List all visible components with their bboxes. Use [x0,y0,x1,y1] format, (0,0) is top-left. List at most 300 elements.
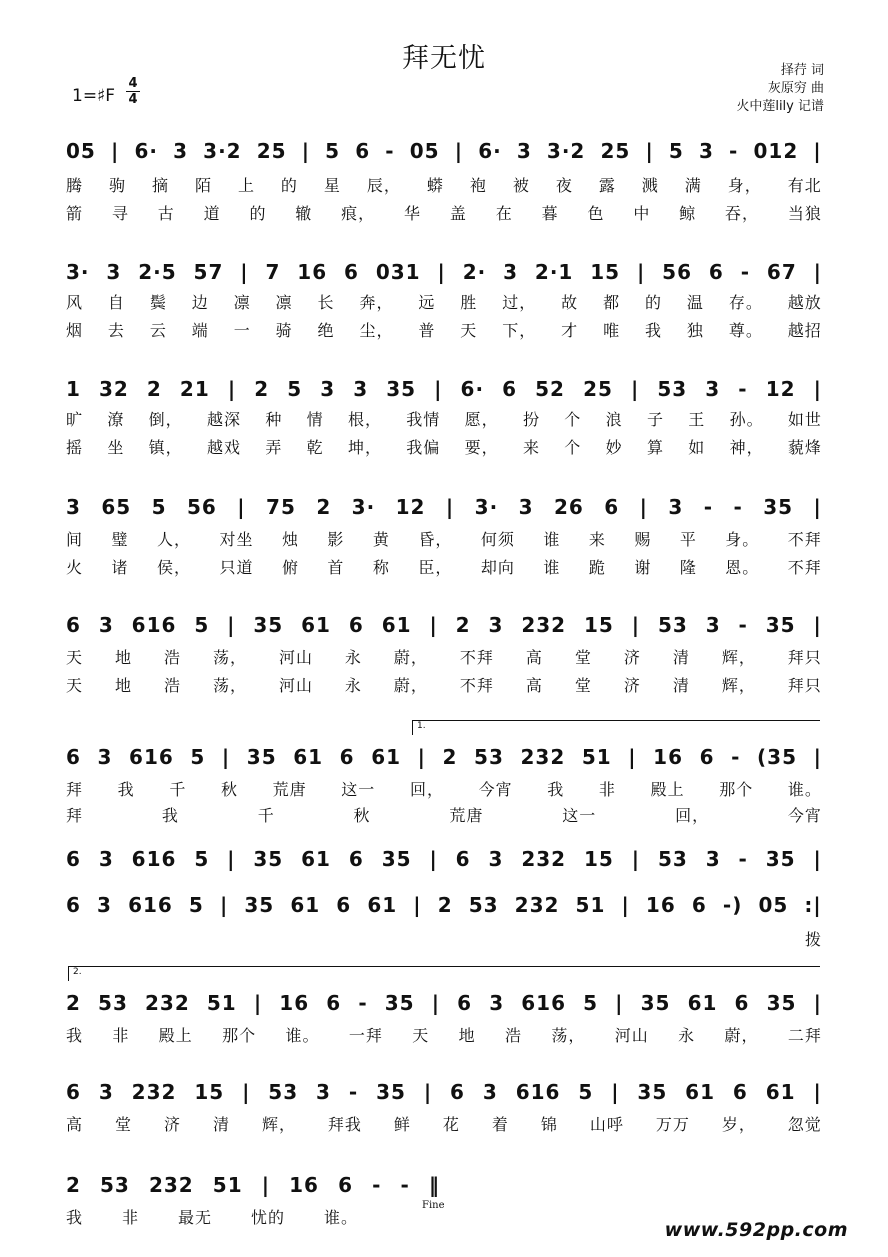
lyric-token: 火 [66,557,84,577]
lyric-token: 荒唐 [272,779,307,799]
note-token: - [358,991,368,1015]
score-system-10 [0,1075,888,1145]
note-token: 232 [521,847,567,871]
lyric-token: 凛 [275,292,293,312]
note-token: | [813,847,822,871]
lyric-token: 浩 [163,647,181,667]
score-system-7 [0,842,888,882]
lyric-token: 天 [412,1025,430,1045]
time-signature [126,76,140,107]
lyric-token: 越放 [787,292,822,312]
note-token: 6 [338,1173,353,1197]
lyric-token: 那个 [222,1025,257,1045]
lyric-token: 藐烽 [787,437,822,457]
score-system-4 [0,490,888,590]
lyric-token: 鬓 [149,292,167,312]
note-token: 16 [653,745,684,769]
lyric-token: 暮 [541,203,559,223]
lyric-token: 地 [114,647,132,667]
notation-line [66,608,822,642]
note-token: 232 [148,1173,194,1197]
note-token: 232 [145,991,190,1015]
note-token: | [413,893,422,917]
note-token: 3 [698,139,714,163]
lyric-token: 跪 [588,557,606,577]
lyric-token: 不拜 [459,675,494,695]
note-token: 616 [129,745,174,769]
lyric-token: 殿上 [158,1025,193,1045]
lyric-token: 谁。 [323,1207,358,1227]
lyric-token: 黄 [372,529,390,549]
lyric-token: 谁 [543,529,561,549]
lyric-token: 殿上 [650,779,685,799]
note-token: 6· [478,139,502,163]
lyric-line-verse-2 [66,672,822,696]
note-token: 2 [316,495,332,519]
note-token: 2· [462,260,487,284]
note-token: - [400,1173,410,1197]
note-token: 5 [151,495,167,519]
note-token: 25 [583,377,613,401]
note-token: | [219,893,229,917]
lyric-token: 潦 [107,409,125,429]
lyric-token: 王 [688,409,706,429]
note-token: 6 [339,745,355,769]
lyric-token: 星 [323,175,341,195]
lyric-token: 秋 [220,779,238,799]
note-token: - [731,745,741,769]
note-token: 2 [455,613,471,637]
note-token: 5 [578,1080,594,1104]
lyric-token: 济 [623,647,641,667]
note-token: 6 [450,1080,465,1104]
note-token: 53 [98,991,128,1015]
note-token: 3·2 [203,139,242,163]
lyric-line-verse-1 [66,1111,822,1135]
note-token: 35 [384,991,415,1015]
lyric-token: 荡， [551,1025,586,1045]
lyric-token: 不拜 [459,647,494,667]
note-token: | [110,139,120,163]
lyric-token: 堂 [114,1114,132,1134]
notation-line [66,740,822,774]
score-system-3 [0,372,888,472]
lyric-token: 济 [163,1114,181,1134]
lyric-token: 如世 [787,409,822,429]
note-token: 3 [320,377,336,401]
note-token: 6 [66,893,81,917]
lyric-line-verse-1 [66,644,822,668]
note-token: 6 [66,847,81,871]
lyric-token: 一 [233,320,251,340]
lyric-token: 地 [114,675,132,695]
lyric-token: 蔚， [724,1025,759,1045]
note-token: 67 [766,260,797,284]
note-token: | [301,139,311,163]
note-token: 35 [763,495,794,519]
note-token: 35 [637,1080,668,1104]
lyric-token: 旷 [66,409,84,429]
lyric-token: 端 [191,320,209,340]
note-token: 3 [518,495,534,519]
note-token: 12 [395,495,426,519]
note-token: 2·5 [138,260,177,284]
lyric-token: 的 [644,292,662,312]
lyric-token: 驹 [108,175,126,195]
notation-line [66,986,822,1020]
lyric-token: 锦 [540,1114,558,1134]
lyric-token: 河山 [278,675,313,695]
lyric-token: 蟒 [426,175,444,195]
note-token: 3 [516,139,532,163]
lyric-token: 永 [344,675,362,695]
lyric-token: 情 [306,409,324,429]
lyric-token: 山呼 [589,1114,624,1134]
lyric-line-verse-1 [66,526,822,550]
note-token: 61 [301,613,331,637]
note-token: | [630,377,640,401]
score-system-6 [0,721,888,840]
lyric-token: 赐 [634,529,652,549]
lyric-token: 满 [684,175,702,195]
lyric-token: 何须 [480,529,515,549]
note-token: 6 [348,847,364,871]
note-token: 26 [553,495,584,519]
lyric-line-verse-2 [66,554,822,578]
note-token: 6 [348,613,364,637]
lyric-token: 的 [249,203,267,223]
lyric-token: 种 [265,409,283,429]
note-token: 5 [188,893,204,917]
composer-credit: 灰原穷 曲 [767,81,824,96]
lyric-token: 拜我 [327,1114,362,1134]
lyric-token: 妙 [605,437,623,457]
lyric-token: 弄 [265,437,283,457]
key-label: 1=♯F [72,86,116,106]
lyric-token: 我 [117,779,135,799]
lyric-token: 去 [107,320,125,340]
note-token: 35 [244,893,275,917]
note-token: - [738,377,748,401]
note-token: 6 [326,991,342,1015]
notation-line [66,1075,822,1109]
note-token: 3 [66,495,81,519]
lyric-token: 秋 [353,805,371,825]
lyric-line-verse-1 [66,406,822,430]
note-token: | [221,745,231,769]
note-token: 61 [685,1080,715,1104]
notation-line [66,1168,440,1202]
note-token: | [437,260,446,284]
note-token: | [628,745,637,769]
note-token: 16 [289,1173,319,1197]
note-token: 3·2 [546,139,586,163]
lyric-token: 我 [547,779,565,799]
note-token: 3· [474,495,499,519]
note-token: 16 [645,893,676,917]
score-system-9 [0,967,888,1056]
note-token: 5 [325,139,341,163]
lyric-token: 云 [149,320,167,340]
lyric-token: 才 [561,320,579,340]
note-token: 012 [753,139,799,163]
lyric-line-verse-1 [66,289,822,313]
lyric-token: 陌 [194,175,212,195]
lyric-token: 边 [191,292,209,312]
note-token: | [639,495,648,519]
note-token: ‖ [428,1173,440,1197]
note-token: 61 [290,893,321,917]
lyric-token: 唯 [603,320,621,340]
note-token: 21 [179,377,210,401]
fine-marking: Fine [422,1200,445,1211]
note-token: | [253,991,263,1015]
lyric-token: 俯 [281,557,299,577]
second-ending-bracket: 2. [68,966,820,981]
note-token: 3 [353,377,369,401]
note-token: 15 [583,613,614,637]
note-token: | [240,260,249,284]
note-token: | [431,991,441,1015]
note-token: 6 [66,613,81,637]
lyric-token: 忽觉 [787,1114,822,1134]
note-token: | [645,139,654,163]
note-token: 6 [355,139,371,163]
lyric-token: 摘 [151,175,169,195]
lyricist-credit: 择荇 词 [780,63,824,78]
lyric-token: 非 [121,1207,139,1227]
note-token: 3 [503,260,519,284]
note-token: - [733,495,743,519]
note-token: 35 [765,613,796,637]
lyric-token: 存。 [728,292,763,312]
lyric-token: 尘， [359,320,394,340]
note-token: 15 [194,1080,225,1104]
lyric-token: 拜 [66,779,84,799]
note-token: 3 [705,847,721,871]
note-token: 35 [766,991,797,1015]
lyric-token: 凛 [233,292,251,312]
lyric-token: 盖 [449,203,467,223]
note-token: 3 [97,745,113,769]
lyric-token: 如 [688,437,706,457]
note-token: | [813,377,822,401]
lyric-token: 不拜 [787,529,822,549]
lyric-token: 辉， [721,647,756,667]
note-token: 2 [254,377,270,401]
lyric-token: 我 [644,320,662,340]
lyric-token: 被 [512,175,530,195]
note-token: 35 [640,991,671,1015]
lyric-token: 自 [107,292,125,312]
lyric-token: 花 [442,1114,460,1134]
note-token: 3 [488,613,504,637]
lyric-token: 拨 [804,929,822,949]
lyric-token: 天 [66,647,84,667]
note-token: | [813,139,822,163]
note-token: - [372,1173,382,1197]
lyric-token: 高 [525,675,543,695]
lyric-token: 拜只 [787,647,822,667]
lyric-token: 骑 [275,320,293,340]
lyric-token: 在 [495,203,513,223]
lyric-token: 有北 [787,175,822,195]
note-token: 53 [657,377,688,401]
notation-line [66,255,822,289]
lyric-token: 这一 [341,779,376,799]
note-token: 52 [535,377,565,401]
lyric-token: 来 [588,529,606,549]
lyric-token: 身。 [725,529,760,549]
notation-line [66,888,822,922]
lyric-token: 子 [646,409,664,429]
lyric-token: 的 [280,175,298,195]
note-token: 53 [474,745,504,769]
lyric-token: 昏， [418,529,453,549]
note-token: 616 [515,1080,561,1104]
note-token: | [242,1080,251,1104]
note-token: - [348,1080,359,1104]
key-signature [72,76,138,107]
lyric-token: 人， [156,529,191,549]
lyric-token: 万万 [655,1114,690,1134]
lyric-token: 恩。 [725,557,760,577]
note-token: 2 [442,745,458,769]
lyric-token: 蔚， [393,675,428,695]
note-token: 3 [98,613,114,637]
note-token: | [621,893,630,917]
note-token: 16 [279,991,310,1015]
note-token: 2 [437,893,453,917]
note-token: - [385,139,395,163]
note-token: 3 [173,139,189,163]
note-token: 3 [98,1080,114,1104]
note-token: 6 [66,1080,81,1104]
note-token: 3· [66,260,90,284]
lyric-token: 永 [344,647,362,667]
note-token: 2 [66,991,81,1015]
note-token: 3 [97,893,112,917]
note-token: 35 [381,847,412,871]
note-token: 3 [106,260,122,284]
note-token: | [454,139,464,163]
lyric-token: 色 [587,203,605,223]
note-token: 61 [301,847,331,871]
lyric-token: 箭 [66,203,84,223]
note-token: 6 [604,495,620,519]
note-token: 5 [190,745,206,769]
lyric-token: 首 [327,557,345,577]
note-token: 5 [287,377,303,401]
lyric-token: 辉， [261,1114,296,1134]
note-token: | [423,1080,433,1104]
note-token: 3 [705,613,721,637]
lyric-token: 胜 [460,292,478,312]
lyric-line-verse-1 [66,1022,822,1046]
note-token: 6 [344,260,359,284]
lyric-token: 越招 [787,320,822,340]
note-token: | [813,495,822,519]
note-token: | [227,377,237,401]
note-token: 25 [256,139,287,163]
note-token: 35 [253,613,284,637]
lyric-token: 腾 [66,175,84,195]
note-token: 16 [297,260,328,284]
lyric-token: 当狼 [787,203,822,223]
note-token: | [227,847,236,871]
lyric-token: 荡， [212,675,247,695]
lyric-token: 奔， [359,292,394,312]
note-token: 232 [520,745,566,769]
lyric-token: 地 [458,1025,476,1045]
note-token: 6 [708,260,724,284]
note-token: 3 [482,1080,498,1104]
lyric-token: 非 [112,1025,130,1045]
note-token: | [237,495,246,519]
note-token: 616 [521,991,566,1015]
lyric-token: 清 [672,675,690,695]
note-token: - [738,613,748,637]
note-token: 3 [668,495,684,519]
lyric-token: 谁。 [787,779,822,799]
note-token: 6 [457,991,473,1015]
note-token: - [729,139,739,163]
note-token: 616 [131,847,177,871]
note-token: 2·1 [534,260,574,284]
note-token: 35 [386,377,417,401]
lyric-token: 这一 [562,805,597,825]
lyric-token: 上 [237,175,255,195]
note-token: | [611,1080,620,1104]
note-token: | [813,260,822,284]
lyric-token: 天 [66,675,84,695]
note-token: 56 [662,260,693,284]
lyric-token: 一拜 [348,1025,383,1045]
note-token: 65 [101,495,132,519]
lyric-token: 荒唐 [449,805,484,825]
lyric-token: 辉， [721,675,756,695]
lyric-token: 露 [598,175,616,195]
lyric-token: 对坐 [219,529,254,549]
lyric-token: 今宵 [787,805,822,825]
note-token: 6 [66,745,81,769]
lyric-token: 夜 [555,175,573,195]
note-token: 5 [194,613,210,637]
lyric-token: 永 [678,1025,696,1045]
lyric-token: 辙 [295,203,313,223]
lyric-token: 我 [161,805,179,825]
note-token: 5 [668,139,684,163]
lyric-token: 道 [203,203,221,223]
lyric-token: 下， [502,320,537,340]
lyric-token: 扮 [522,409,540,429]
lyric-token: 着 [491,1114,509,1134]
note-token: 6 [699,745,715,769]
note-token: -) [722,893,743,917]
note-token: 6 [502,377,518,401]
note-token: 51 [212,1173,243,1197]
lyric-token: 寻 [111,203,129,223]
lyric-token: 谁。 [285,1025,320,1045]
note-token: 51 [581,745,612,769]
lyric-token: 尊。 [728,320,763,340]
lyric-token: 浪 [605,409,623,429]
note-token: 232 [131,1080,177,1104]
lyric-token: 清 [212,1114,230,1134]
note-token: 57 [193,260,224,284]
note-token: 61 [765,1080,796,1104]
lyric-token: 华 [404,203,422,223]
